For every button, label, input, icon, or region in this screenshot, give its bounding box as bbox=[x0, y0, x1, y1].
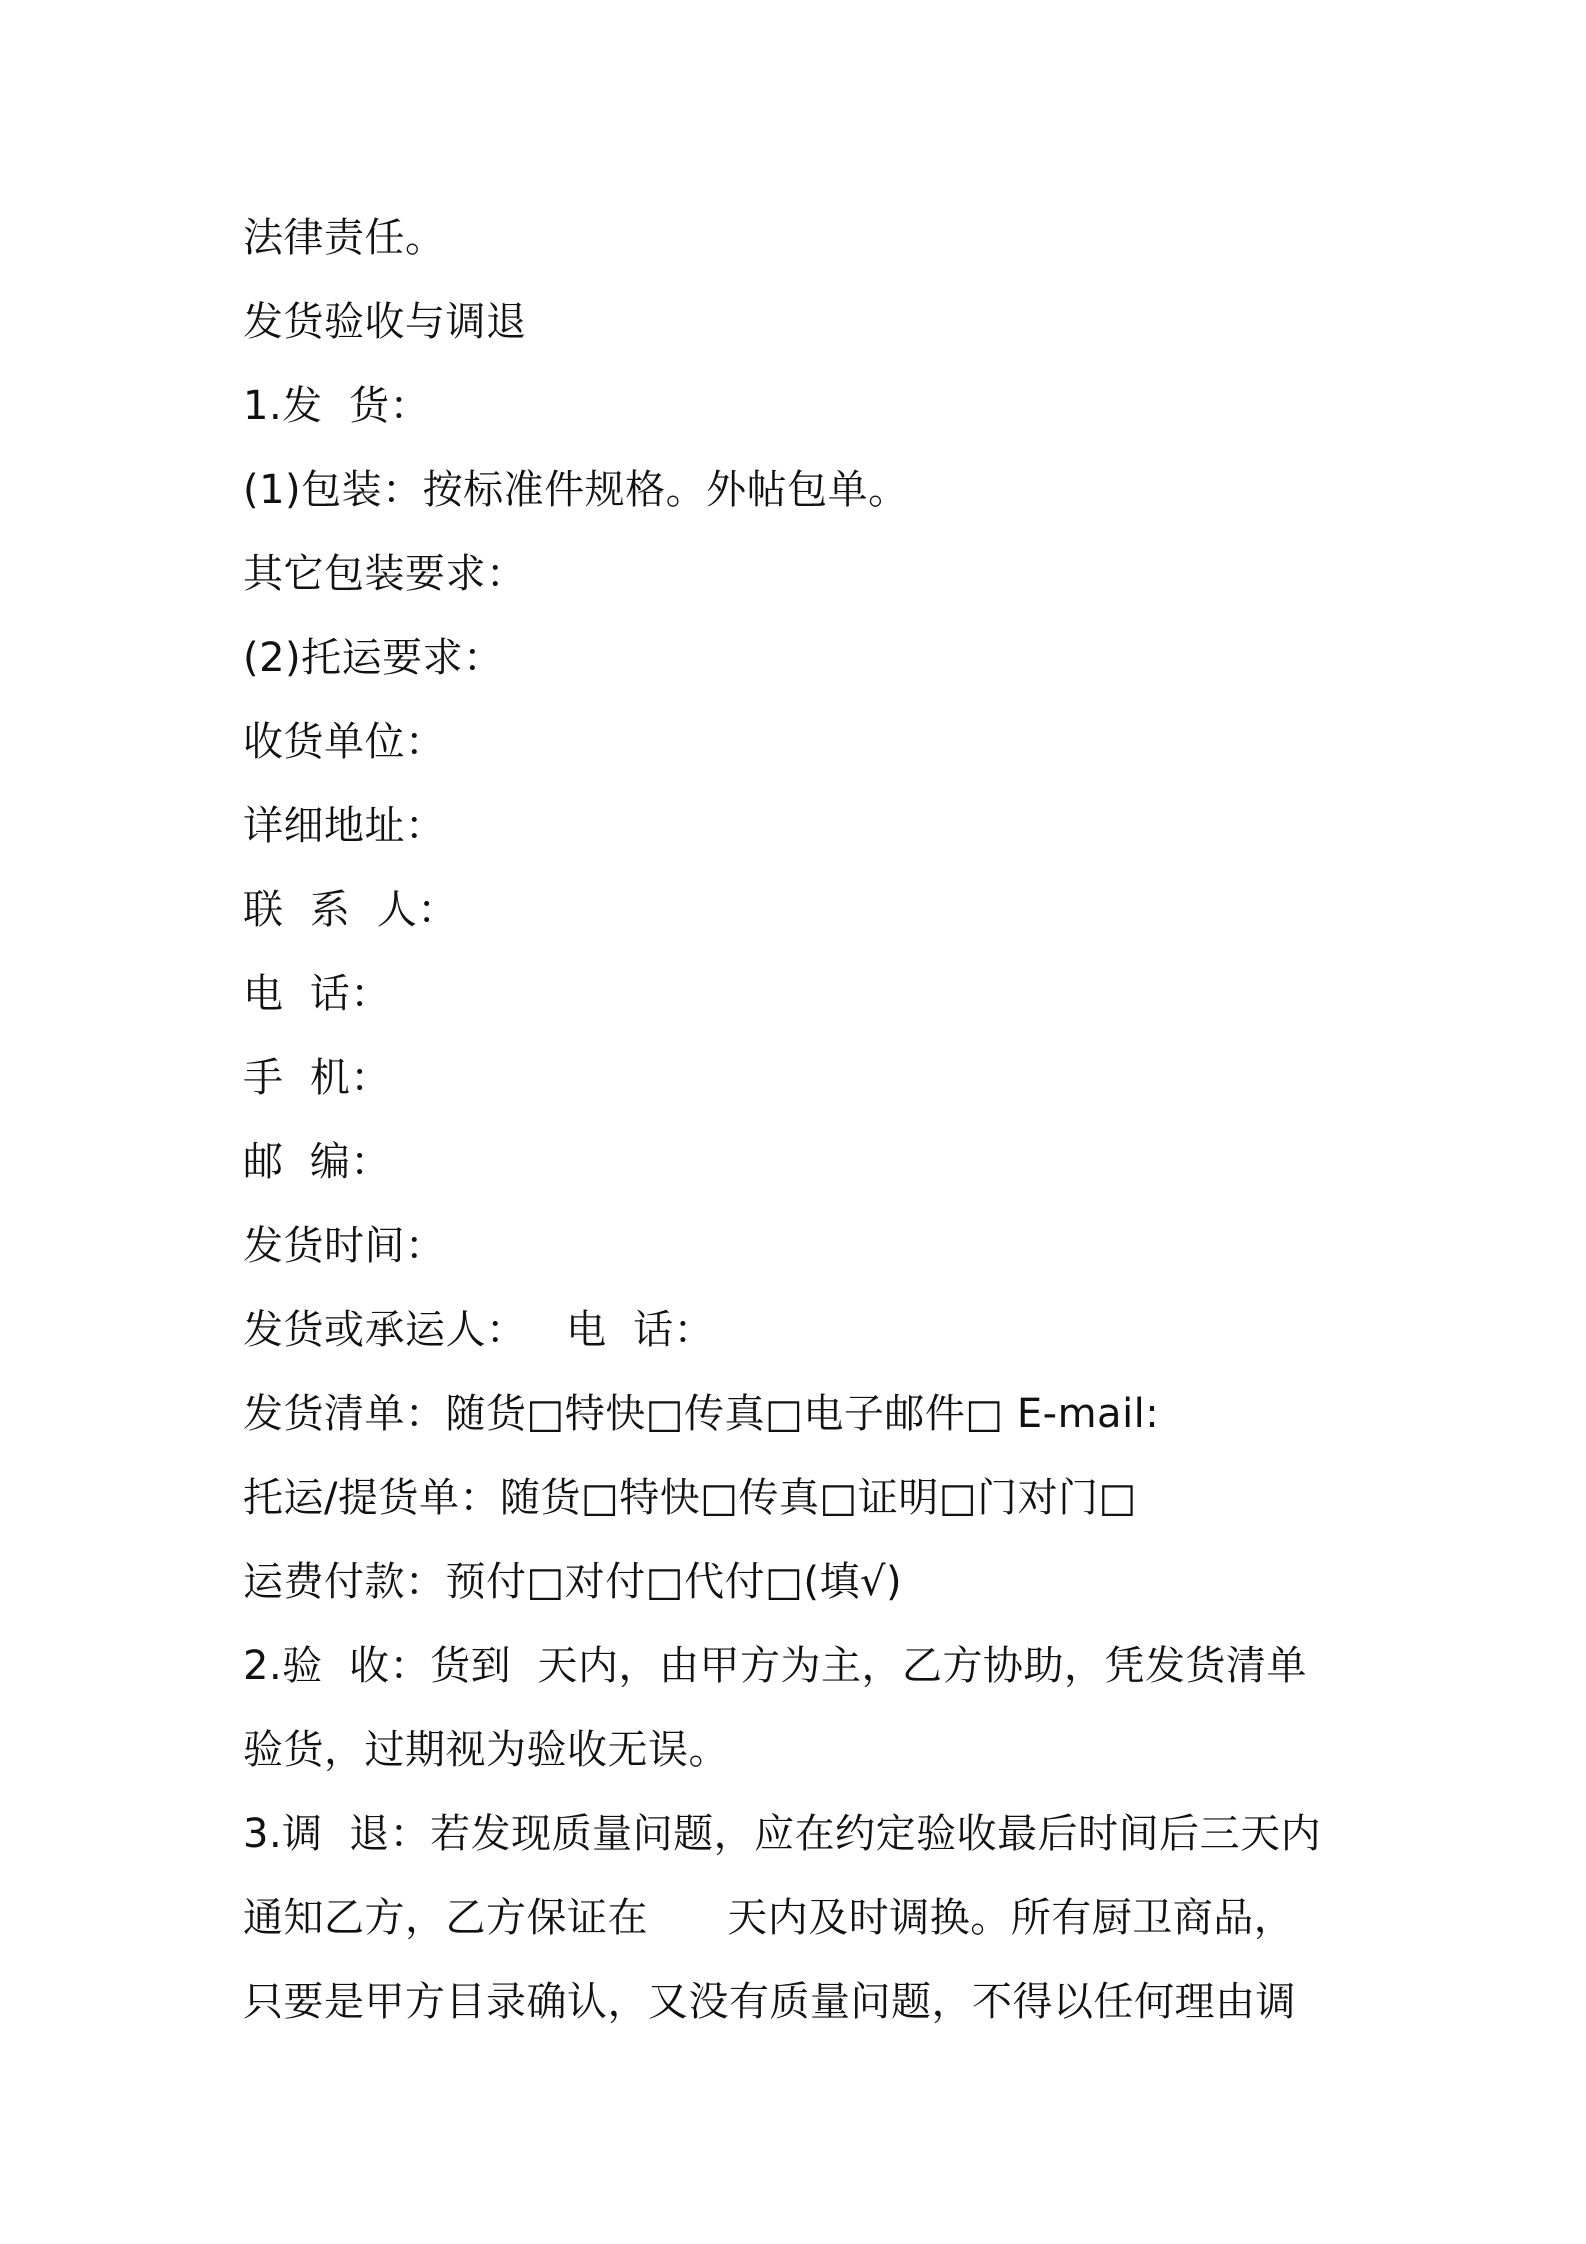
form-field-label: 发货时间： bbox=[243, 1223, 446, 1269]
text-line: 验货，过期视为验收无误。 bbox=[243, 1727, 729, 1773]
checkbox-options-line: 托运/提货单：随货□特快□传真□证明□门对门□ bbox=[243, 1475, 1137, 1521]
checkbox-options-line: 发货清单：随货□特快□传真□电子邮件□ E-mail: bbox=[243, 1391, 1160, 1437]
text-line: (2)托运要求： bbox=[243, 635, 504, 681]
text-line: (1)包装：按标准件规格。外帖包单。 bbox=[243, 467, 909, 513]
checkbox-options-line: 运费付款：预付□对付□代付□(填√) bbox=[243, 1559, 903, 1605]
form-field-label: 收货单位： bbox=[243, 719, 446, 765]
text-line: 其它包装要求： bbox=[243, 551, 527, 597]
form-field-label: 发货或承运人： 电 话： bbox=[243, 1307, 715, 1353]
text-line: 3.调 退：若发现质量问题，应在约定验收最后时间后三天内 bbox=[243, 1811, 1322, 1857]
text-line: 只要是甲方目录确认，又没有质量问题，不得以任何理由调 bbox=[243, 1979, 1296, 2025]
clause-heading: 1.发 货： bbox=[243, 383, 431, 429]
form-field-label: 手 机： bbox=[243, 1055, 391, 1101]
document-body bbox=[243, 196, 1363, 2044]
text-line: 2.验 收：货到 天内，由甲方为主，乙方协助，凭发货清单 bbox=[243, 1643, 1308, 1689]
text-line: 通知乙方，乙方保证在 天内及时调换。所有厨卫商品， bbox=[243, 1895, 1295, 1941]
section-heading: 发货验收与调退 bbox=[243, 299, 527, 345]
form-field-label: 联 系 人： bbox=[243, 887, 458, 933]
form-field-label: 电 话： bbox=[243, 971, 391, 1017]
text-line: 法律责任。 bbox=[243, 215, 446, 261]
form-field-label: 邮 编： bbox=[243, 1139, 391, 1185]
form-field-label: 详细地址： bbox=[243, 803, 446, 849]
